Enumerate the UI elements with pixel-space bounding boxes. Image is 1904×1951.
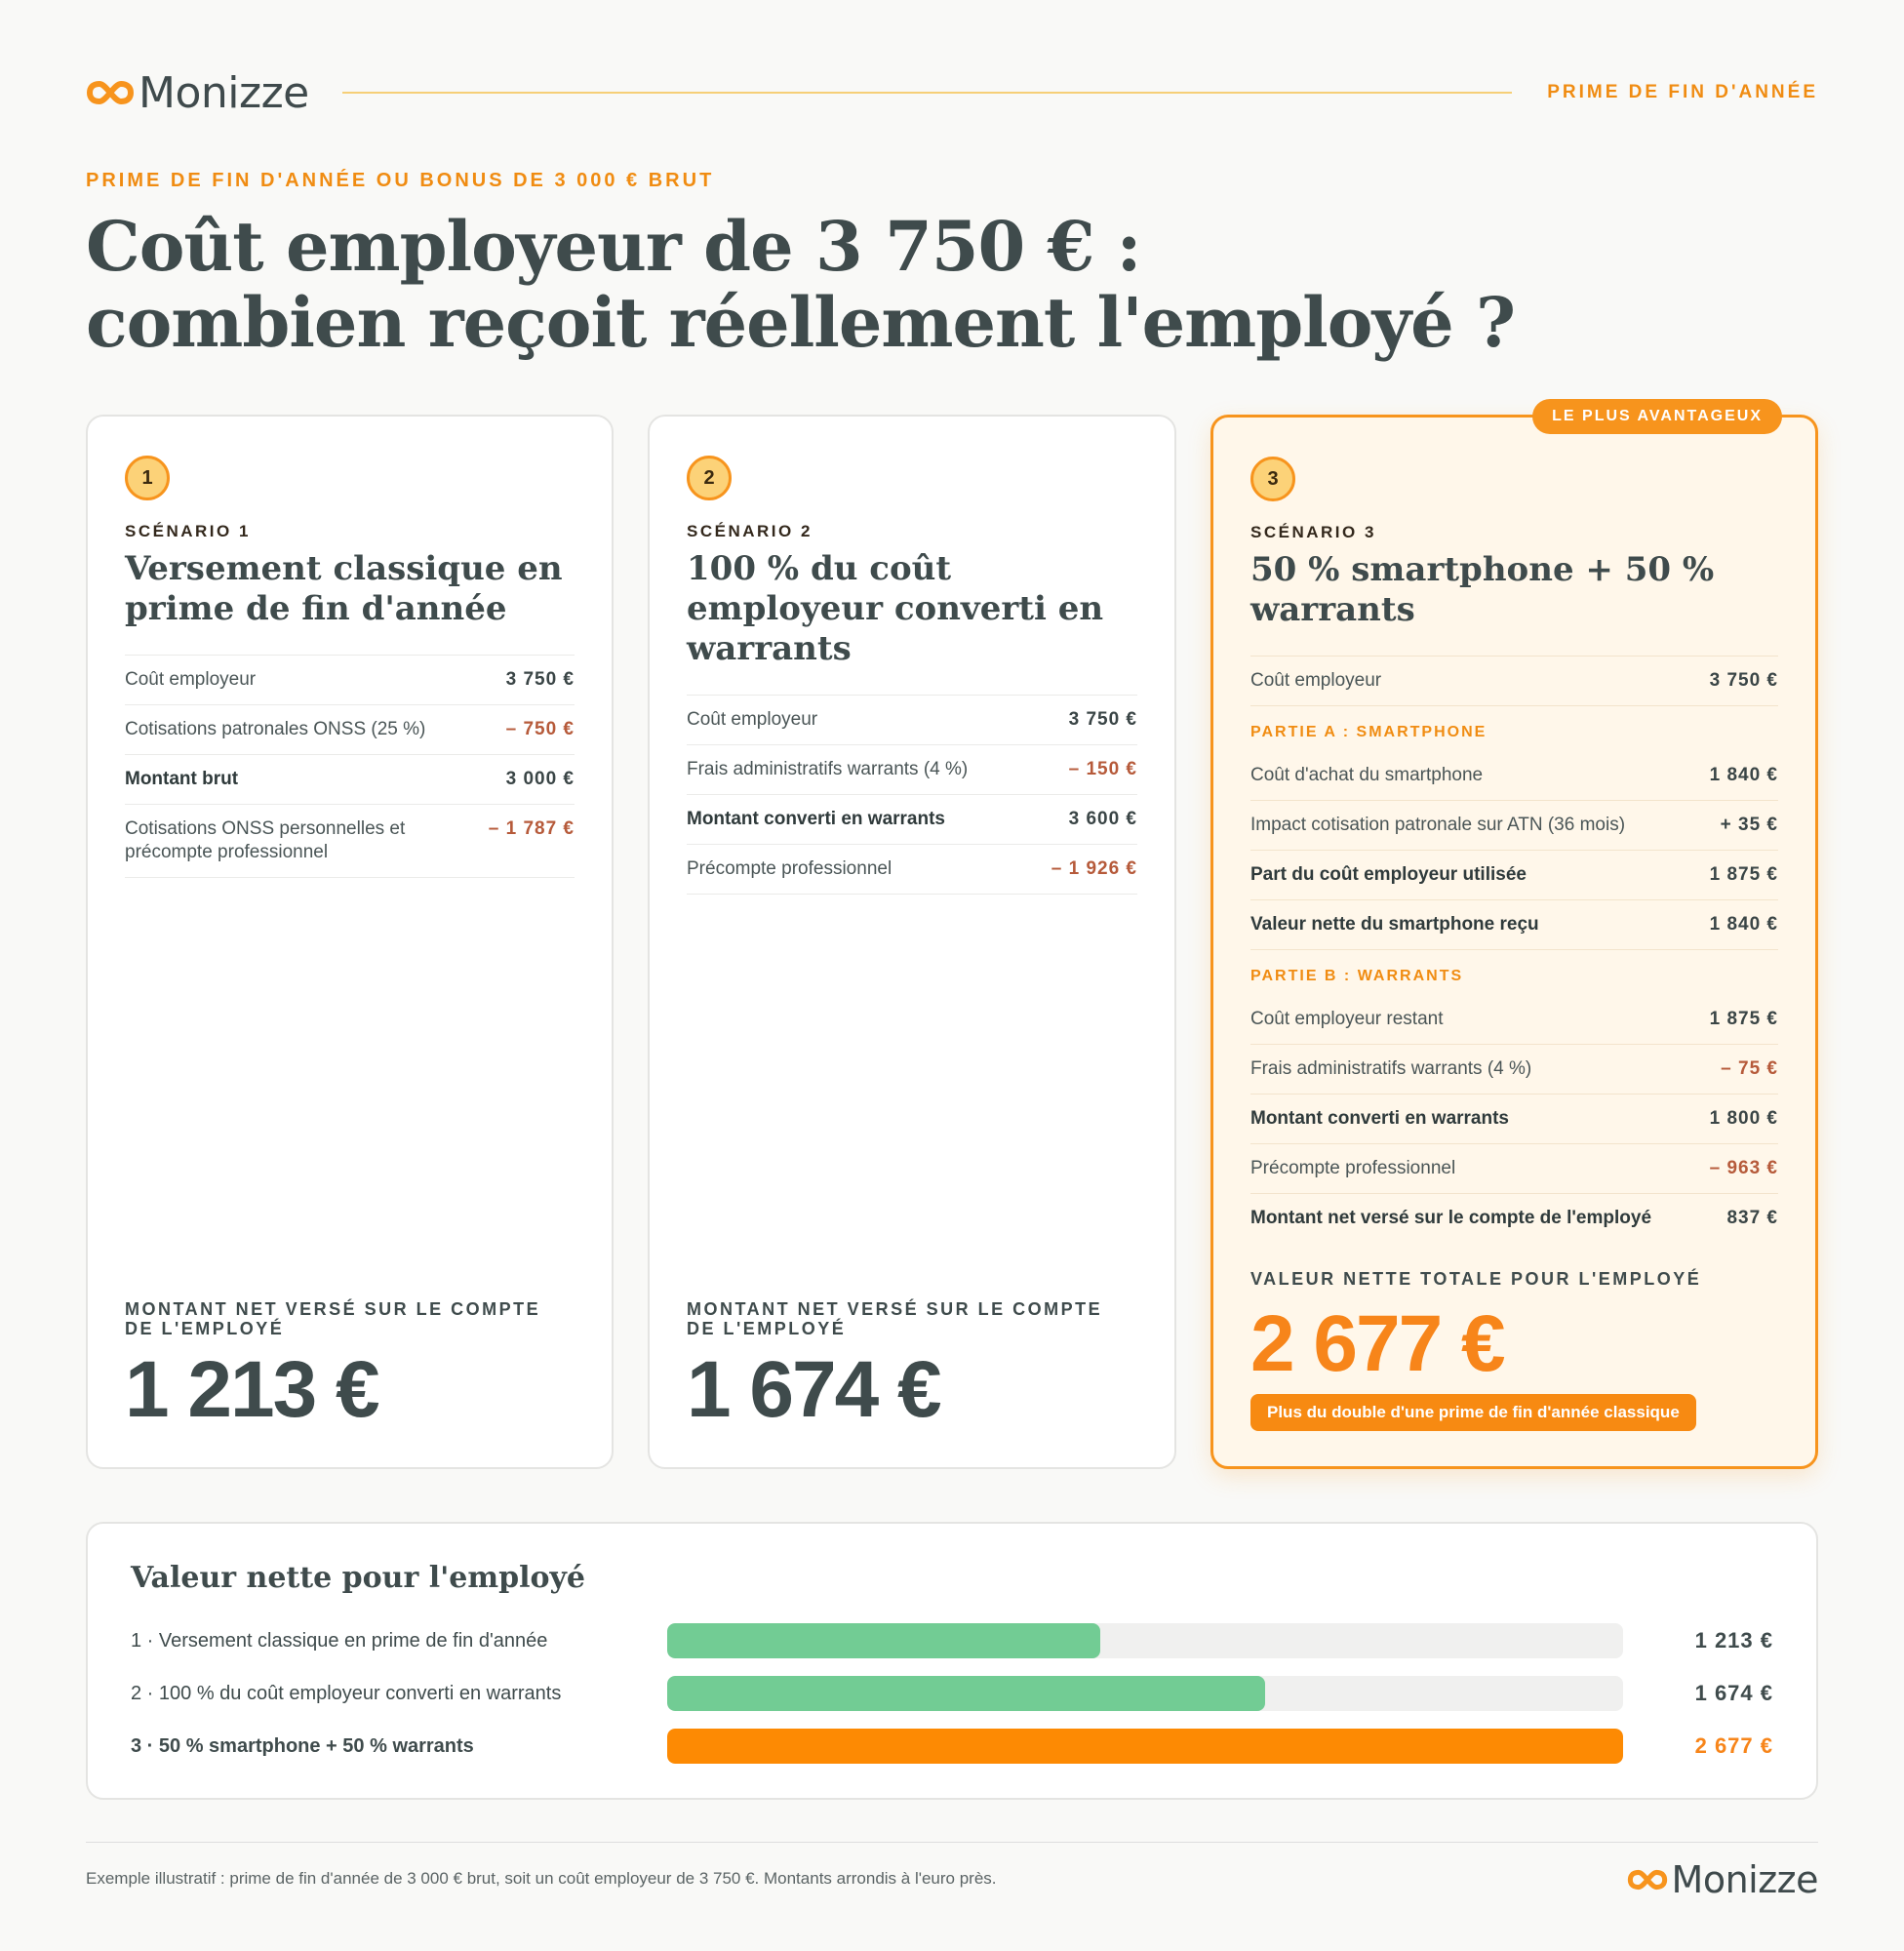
highlight-pill: Plus du double d'une prime de fin d'année classique bbox=[1250, 1394, 1696, 1431]
net-amount-label: MONTANT NET VERSÉ SUR LE COMPTE DE L'EMPLOYÉ bbox=[687, 1299, 1103, 1338]
row-label: Coût employeur bbox=[125, 669, 257, 690]
comparison-row-2 bbox=[131, 1676, 1773, 1711]
row-value: 3 750 € bbox=[1068, 709, 1137, 730]
row-value: – 75 € bbox=[1721, 1058, 1778, 1079]
monizze-infinity-icon bbox=[86, 79, 135, 106]
table-row bbox=[1250, 900, 1778, 950]
bar-track bbox=[667, 1623, 1623, 1658]
row-label: Coût employeur restant bbox=[1250, 1009, 1444, 1029]
row-label: Montant net versé sur le compte de l'employé bbox=[1250, 1208, 1652, 1228]
best-option-badge: LE PLUS AVANTAGEUX bbox=[1532, 399, 1782, 434]
title-line-2: combien reçoit réellement l'employé ? bbox=[86, 282, 1516, 363]
row-value: 1 840 € bbox=[1709, 914, 1778, 935]
row-value: 3 600 € bbox=[1068, 809, 1137, 829]
bar-label: 1 · Versement classique en prime de fin d'année bbox=[131, 1629, 548, 1652]
table-row bbox=[125, 805, 575, 878]
bar-track bbox=[667, 1729, 1623, 1764]
scenario-label: SCÉNARIO 1 bbox=[125, 522, 251, 540]
comparison-panel bbox=[86, 1522, 1818, 1800]
table-row bbox=[687, 745, 1137, 795]
footer-brand-logo[interactable] bbox=[1627, 1858, 1818, 1901]
row-value: 837 € bbox=[1726, 1208, 1778, 1228]
comparison-row-3 bbox=[131, 1729, 1773, 1764]
table-row bbox=[1250, 851, 1778, 900]
part-a-label: PARTIE A : SMARTPHONE bbox=[1250, 724, 1488, 740]
bar-fill bbox=[667, 1623, 1100, 1658]
table-row bbox=[687, 696, 1137, 745]
row-label: Coût employeur bbox=[687, 709, 818, 730]
row-value: – 150 € bbox=[1068, 759, 1137, 779]
comparison-row-1 bbox=[131, 1623, 1773, 1658]
row-value: 3 750 € bbox=[505, 669, 575, 690]
brand-name: Monizze bbox=[139, 67, 309, 118]
scenario-rows bbox=[687, 695, 1137, 895]
bar-label: 3 · 50 % smartphone + 50 % warrants bbox=[131, 1734, 474, 1757]
bar-fill bbox=[667, 1729, 1623, 1764]
scenario-label: SCÉNARIO 2 bbox=[687, 522, 813, 540]
scenario-label: SCÉNARIO 3 bbox=[1250, 523, 1376, 541]
row-label: Cotisations patronales ONSS (25 %) bbox=[125, 719, 426, 739]
row-value: 1 875 € bbox=[1709, 1009, 1778, 1029]
table-row bbox=[125, 755, 575, 805]
net-amount-value: 1 674 € bbox=[687, 1345, 940, 1434]
row-label: Montant converti en warrants bbox=[687, 809, 945, 829]
row-value: 1 800 € bbox=[1709, 1108, 1778, 1129]
page-title bbox=[86, 206, 1549, 363]
title-line-1: Coût employeur de 3 750 € : bbox=[86, 206, 1141, 287]
scenario-rows bbox=[125, 655, 575, 878]
bar-value: 1 674 € bbox=[1694, 1681, 1773, 1705]
row-value: – 963 € bbox=[1709, 1158, 1778, 1178]
bar-value: 2 677 € bbox=[1694, 1733, 1773, 1758]
scenario-number-badge: 3 bbox=[1250, 457, 1295, 501]
row-value: – 1 787 € bbox=[488, 818, 575, 839]
comparison-title: Valeur nette pour l'employé bbox=[131, 1561, 586, 1595]
scenario-title: Versement classique en prime de fin d'année bbox=[125, 549, 563, 628]
header-divider bbox=[342, 92, 1512, 94]
net-amount-label: MONTANT NET VERSÉ SUR LE COMPTE DE L'EMPLOYÉ bbox=[125, 1299, 541, 1338]
footer-divider bbox=[86, 1842, 1818, 1843]
row-label: Montant brut bbox=[125, 769, 239, 789]
scenario-title: 100 % du coût employeur converti en warrants bbox=[687, 549, 1104, 668]
bar-label: 2 · 100 % du coût employeur converti en warrants bbox=[131, 1682, 562, 1704]
scenario-number-badge: 1 bbox=[125, 456, 170, 500]
monizze-infinity-icon bbox=[1627, 1868, 1668, 1891]
brand-name: Monizze bbox=[1671, 1858, 1818, 1901]
table-row bbox=[1250, 801, 1778, 851]
table-row bbox=[1250, 657, 1778, 706]
net-amount-label: VALEUR NETTE TOTALE POUR L'EMPLOYÉ bbox=[1250, 1269, 1702, 1289]
scenario-number-badge: 2 bbox=[687, 456, 732, 500]
row-value: + 35 € bbox=[1720, 815, 1778, 835]
table-row bbox=[687, 845, 1137, 895]
row-label: Précompte professionnel bbox=[1250, 1158, 1456, 1178]
scenario-card-1 bbox=[86, 415, 614, 1469]
table-row bbox=[1250, 1095, 1778, 1144]
net-amount-block bbox=[125, 1299, 575, 1432]
row-label: Impact cotisation patronale sur ATN (36 mois) bbox=[1250, 815, 1626, 835]
row-value: 1 840 € bbox=[1709, 765, 1778, 785]
row-value: 3 750 € bbox=[1709, 670, 1778, 691]
table-row bbox=[125, 656, 575, 705]
net-amount-value: 1 213 € bbox=[125, 1345, 378, 1434]
row-value: – 1 926 € bbox=[1051, 858, 1137, 879]
row-label: Valeur nette du smartphone reçu bbox=[1250, 914, 1539, 935]
table-row bbox=[1250, 1045, 1778, 1095]
row-value: 3 000 € bbox=[505, 769, 575, 789]
bar-track bbox=[667, 1676, 1623, 1711]
table-row bbox=[125, 705, 575, 755]
page-header bbox=[86, 68, 1818, 117]
brand-logo[interactable] bbox=[86, 68, 309, 118]
table-row bbox=[687, 795, 1137, 845]
part-b-label: PARTIE B : WARRANTS bbox=[1250, 968, 1464, 984]
row-label: Coût employeur bbox=[1250, 670, 1382, 691]
row-label: Coût d'achat du smartphone bbox=[1250, 765, 1484, 785]
row-label: Part du coût employeur utilisée bbox=[1250, 864, 1527, 885]
net-amount-block bbox=[1250, 1269, 1778, 1431]
net-amount-value: 2 677 € bbox=[1250, 1299, 1504, 1388]
row-label: Cotisations ONSS personnelles et précompte professionnel bbox=[125, 818, 406, 862]
scenario-card-3 bbox=[1210, 408, 1818, 1469]
table-row bbox=[1250, 751, 1778, 801]
scenario-title: 50 % smartphone + 50 % warrants bbox=[1250, 550, 1715, 629]
row-label: Frais administratifs warrants (4 %) bbox=[1250, 1058, 1532, 1079]
page-eyebrow: PRIME DE FIN D'ANNÉE OU BONUS DE 3 000 € BRUT bbox=[86, 170, 715, 191]
row-label: Montant converti en warrants bbox=[1250, 1108, 1509, 1129]
scenario-card-2 bbox=[648, 415, 1176, 1469]
row-value: – 750 € bbox=[505, 719, 575, 739]
table-row bbox=[1250, 1194, 1778, 1243]
bar-value: 1 213 € bbox=[1694, 1628, 1773, 1652]
footnote: Exemple illustratif : prime de fin d'année de 3 000 € brut, soit un coût employeur de 3 750 €. Montants arrondis à l'euro près. bbox=[86, 1869, 997, 1888]
table-row bbox=[1250, 1144, 1778, 1194]
table-row bbox=[1250, 995, 1778, 1045]
bar-fill bbox=[667, 1676, 1265, 1711]
header-tag: PRIME DE FIN D'ANNÉE bbox=[1547, 82, 1818, 102]
net-amount-block bbox=[687, 1299, 1137, 1432]
row-label: Frais administratifs warrants (4 %) bbox=[687, 759, 969, 779]
scenario-rows bbox=[1250, 656, 1778, 1243]
row-label: Précompte professionnel bbox=[687, 858, 892, 879]
row-value: 1 875 € bbox=[1709, 864, 1778, 885]
